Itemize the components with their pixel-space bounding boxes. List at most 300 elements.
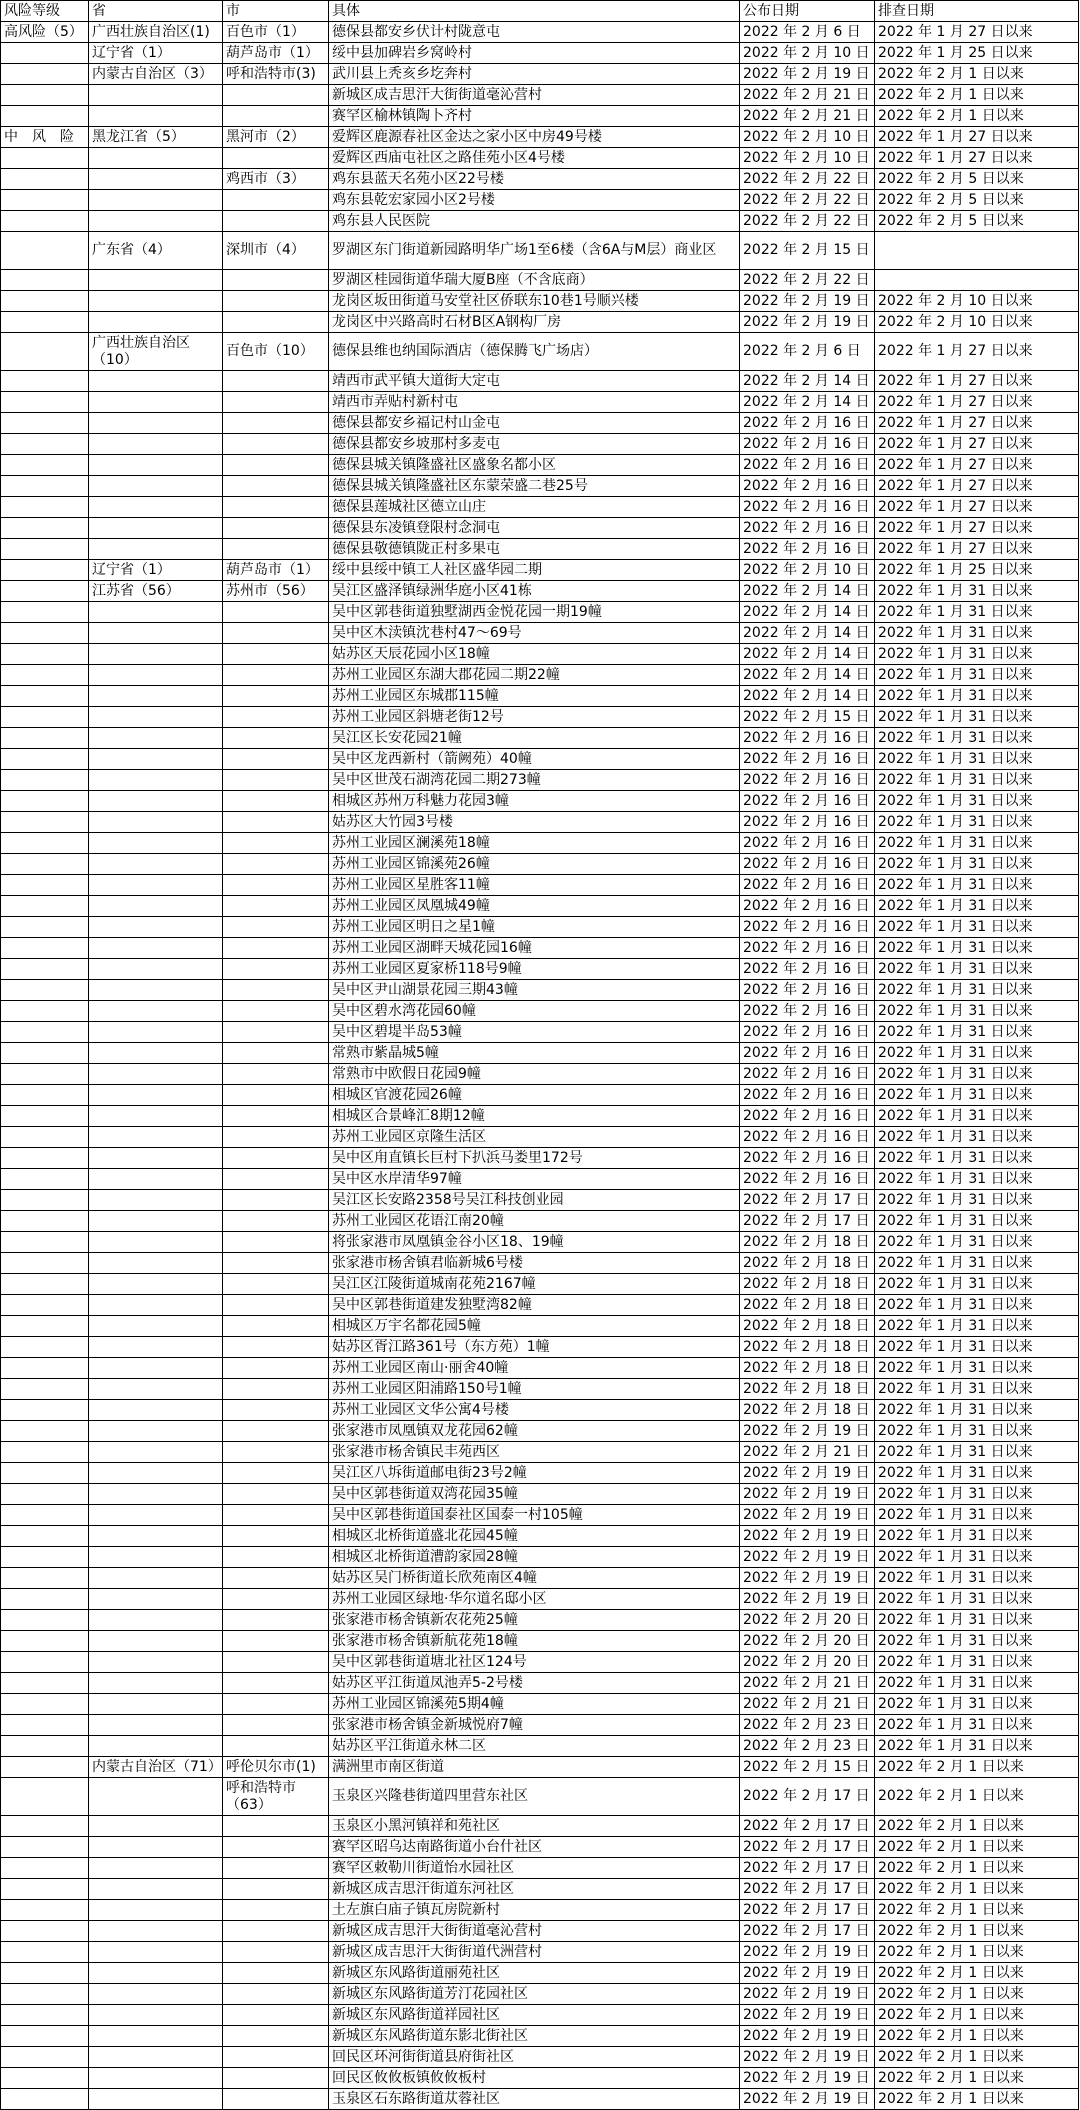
header-location: 具体 (329, 1, 740, 22)
table-row (1, 1694, 1079, 1715)
cell-province: 辽宁省（1） (89, 560, 223, 581)
table-row (1, 2068, 1079, 2089)
cell-check-date: 2022 年 1 月 27 日以来 (875, 497, 1079, 518)
cell-city (223, 1337, 329, 1358)
cell-city (223, 1694, 329, 1715)
cell-province (89, 1127, 223, 1148)
cell-location: 苏州工业园区湖畔天城花园16幢 (329, 938, 740, 959)
cell-location: 德保县都安乡福记村山金屯 (329, 413, 740, 434)
table-row (1, 413, 1079, 434)
cell-risk-level (1, 455, 89, 476)
cell-risk-level (1, 333, 89, 371)
cell-check-date: 2022 年 1 月 31 日以来 (875, 896, 1079, 917)
cell-province (89, 1274, 223, 1295)
table-row (1, 2089, 1079, 2110)
cell-location: 德保县都安乡坡那村多麦屯 (329, 434, 740, 455)
cell-city: 黑河市（2） (223, 127, 329, 148)
cell-check-date (875, 232, 1079, 270)
cell-risk-level (1, 2005, 89, 2026)
cell-check-date: 2022 年 2 月 5 日以来 (875, 169, 1079, 190)
cell-city (223, 476, 329, 497)
cell-check-date: 2022 年 1 月 31 日以来 (875, 1400, 1079, 1421)
cell-check-date: 2022 年 1 月 31 日以来 (875, 1190, 1079, 1211)
cell-publish-date: 2022 年 2 月 22 日 (740, 169, 875, 190)
cell-location: 玉泉区兴隆巷街道四里营东社区 (329, 1778, 740, 1816)
cell-check-date: 2022 年 1 月 27 日以来 (875, 392, 1079, 413)
cell-risk-level (1, 980, 89, 1001)
cell-risk-level: 高风险（5） (1, 22, 89, 43)
cell-city (223, 1505, 329, 1526)
cell-check-date: 2022 年 1 月 31 日以来 (875, 1127, 1079, 1148)
cell-check-date: 2022 年 2 月 1 日以来 (875, 1757, 1079, 1778)
cell-check-date: 2022 年 1 月 31 日以来 (875, 1253, 1079, 1274)
cell-risk-level (1, 371, 89, 392)
table-row (1, 1274, 1079, 1295)
cell-city (223, 833, 329, 854)
cell-risk-level (1, 392, 89, 413)
table-row (1, 1442, 1079, 1463)
header-risk-level: 风险等级 (1, 1, 89, 22)
cell-publish-date: 2022 年 2 月 16 日 (740, 476, 875, 497)
cell-province (89, 938, 223, 959)
cell-city (223, 812, 329, 833)
cell-publish-date: 2022 年 2 月 14 日 (740, 623, 875, 644)
table-row (1, 728, 1079, 749)
cell-location: 土左旗白庙子镇瓦房院新村 (329, 1900, 740, 1921)
cell-risk-level (1, 560, 89, 581)
cell-check-date: 2022 年 1 月 31 日以来 (875, 959, 1079, 980)
cell-city (223, 1879, 329, 1900)
cell-risk-level (1, 917, 89, 938)
cell-province (89, 1253, 223, 1274)
cell-risk-level (1, 2068, 89, 2089)
cell-location: 吴中区郭巷街道双湾花园35幢 (329, 1484, 740, 1505)
cell-city (223, 1064, 329, 1085)
cell-province (89, 1858, 223, 1879)
cell-check-date: 2022 年 2 月 1 日以来 (875, 106, 1079, 127)
cell-risk-level (1, 211, 89, 232)
cell-location: 吴中区郭巷街道塘北社区124号 (329, 1652, 740, 1673)
cell-city (223, 1169, 329, 1190)
cell-city (223, 917, 329, 938)
cell-publish-date: 2022 年 2 月 20 日 (740, 1631, 875, 1652)
table-row (1, 1631, 1079, 1652)
cell-province (89, 1484, 223, 1505)
cell-check-date: 2022 年 1 月 31 日以来 (875, 1337, 1079, 1358)
cell-province (89, 1316, 223, 1337)
cell-risk-level (1, 1316, 89, 1337)
table-row (1, 148, 1079, 169)
table-row (1, 602, 1079, 623)
cell-check-date: 2022 年 1 月 31 日以来 (875, 980, 1079, 1001)
cell-province (89, 833, 223, 854)
cell-city (223, 896, 329, 917)
cell-city (223, 1148, 329, 1169)
cell-check-date: 2022 年 1 月 31 日以来 (875, 602, 1079, 623)
cell-location: 吴中区尹山湖景花园三期43幢 (329, 980, 740, 1001)
cell-province (89, 1526, 223, 1547)
cell-risk-level (1, 665, 89, 686)
cell-risk-level (1, 1900, 89, 1921)
cell-risk-level (1, 539, 89, 560)
table-row (1, 1316, 1079, 1337)
table-row (1, 22, 1079, 43)
cell-city (223, 707, 329, 728)
cell-risk-level (1, 644, 89, 665)
cell-city (223, 1589, 329, 1610)
table-row (1, 812, 1079, 833)
table-row (1, 1337, 1079, 1358)
table-row (1, 1379, 1079, 1400)
table-row (1, 1837, 1079, 1858)
cell-city (223, 2005, 329, 2026)
cell-location: 赛罕区昭乌达南路街道小台什社区 (329, 1837, 740, 1858)
cell-province (89, 896, 223, 917)
cell-city (223, 1379, 329, 1400)
table-row (1, 1715, 1079, 1736)
cell-check-date: 2022 年 1 月 25 日以来 (875, 43, 1079, 64)
cell-city (223, 1715, 329, 1736)
cell-publish-date: 2022 年 2 月 16 日 (740, 1043, 875, 1064)
cell-province (89, 1942, 223, 1963)
cell-check-date: 2022 年 1 月 31 日以来 (875, 644, 1079, 665)
cell-province (89, 1106, 223, 1127)
cell-check-date: 2022 年 1 月 31 日以来 (875, 1295, 1079, 1316)
cell-city: 呼伦贝尔市(1) (223, 1757, 329, 1778)
cell-location: 相城区北桥街道盛北花园45幢 (329, 1526, 740, 1547)
cell-province (89, 854, 223, 875)
cell-publish-date: 2022 年 2 月 19 日 (740, 1589, 875, 1610)
cell-location: 德保县维也纳国际酒店（德保腾飞广场店） (329, 333, 740, 371)
cell-publish-date: 2022 年 2 月 17 日 (740, 1879, 875, 1900)
cell-city (223, 1526, 329, 1547)
cell-province: 广西壮族自治区(1) (89, 22, 223, 43)
cell-risk-level (1, 875, 89, 896)
cell-location: 吴中区碧水湾花园60幢 (329, 1001, 740, 1022)
cell-city (223, 291, 329, 312)
cell-location: 鸡东县乾宏家园小区2号楼 (329, 190, 740, 211)
cell-risk-level (1, 148, 89, 169)
cell-risk-level (1, 1963, 89, 1984)
table-row (1, 190, 1079, 211)
cell-publish-date: 2022 年 2 月 16 日 (740, 539, 875, 560)
cell-publish-date: 2022 年 2 月 18 日 (740, 1400, 875, 1421)
cell-city (223, 1400, 329, 1421)
cell-city (223, 1127, 329, 1148)
cell-check-date: 2022 年 1 月 31 日以来 (875, 1505, 1079, 1526)
cell-city: 百色市（1） (223, 22, 329, 43)
cell-city (223, 959, 329, 980)
table-row (1, 106, 1079, 127)
cell-location: 苏州工业园区澜溪苑18幢 (329, 833, 740, 854)
table-row (1, 1879, 1079, 1900)
cell-publish-date: 2022 年 2 月 17 日 (740, 1921, 875, 1942)
cell-risk-level (1, 476, 89, 497)
cell-city (223, 1463, 329, 1484)
cell-province (89, 2026, 223, 2047)
cell-risk-level (1, 1358, 89, 1379)
cell-city (223, 1484, 329, 1505)
table-row (1, 169, 1079, 190)
cell-province (89, 1337, 223, 1358)
cell-check-date: 2022 年 1 月 31 日以来 (875, 1148, 1079, 1169)
cell-province: 黑龙江省（5） (89, 127, 223, 148)
table-row (1, 623, 1079, 644)
cell-publish-date: 2022 年 2 月 15 日 (740, 1757, 875, 1778)
cell-province (89, 106, 223, 127)
cell-check-date: 2022 年 1 月 31 日以来 (875, 623, 1079, 644)
table-row (1, 791, 1079, 812)
cell-risk-level (1, 1610, 89, 1631)
cell-publish-date: 2022 年 2 月 16 日 (740, 1127, 875, 1148)
table-row (1, 644, 1079, 665)
cell-location: 苏州工业园区京隆生活区 (329, 1127, 740, 1148)
cell-check-date: 2022 年 1 月 31 日以来 (875, 1085, 1079, 1106)
cell-check-date: 2022 年 1 月 27 日以来 (875, 148, 1079, 169)
cell-check-date: 2022 年 1 月 31 日以来 (875, 1022, 1079, 1043)
cell-publish-date: 2022 年 2 月 22 日 (740, 270, 875, 291)
cell-check-date: 2022 年 1 月 27 日以来 (875, 413, 1079, 434)
cell-publish-date: 2022 年 2 月 16 日 (740, 1001, 875, 1022)
cell-check-date: 2022 年 1 月 31 日以来 (875, 1106, 1079, 1127)
cell-publish-date: 2022 年 2 月 19 日 (740, 1984, 875, 2005)
cell-city (223, 148, 329, 169)
cell-publish-date: 2022 年 2 月 16 日 (740, 896, 875, 917)
cell-publish-date: 2022 年 2 月 19 日 (740, 1942, 875, 1963)
table-row (1, 2005, 1079, 2026)
cell-publish-date: 2022 年 2 月 18 日 (740, 1358, 875, 1379)
cell-risk-level (1, 1484, 89, 1505)
cell-risk-level (1, 518, 89, 539)
cell-city (223, 1358, 329, 1379)
header-row (1, 1, 1079, 22)
cell-city (223, 2068, 329, 2089)
table-row (1, 875, 1079, 896)
cell-risk-level (1, 1652, 89, 1673)
cell-publish-date: 2022 年 2 月 16 日 (740, 854, 875, 875)
cell-check-date: 2022 年 2 月 1 日以来 (875, 1942, 1079, 1963)
cell-publish-date: 2022 年 2 月 22 日 (740, 190, 875, 211)
cell-publish-date: 2022 年 2 月 16 日 (740, 497, 875, 518)
cell-risk-level (1, 1190, 89, 1211)
cell-location: 姑苏区天辰花园小区18幢 (329, 644, 740, 665)
cell-city (223, 791, 329, 812)
cell-location: 新城区成吉思汗大街街道毫沁营村 (329, 85, 740, 106)
cell-city (223, 980, 329, 1001)
cell-check-date: 2022 年 2 月 1 日以来 (875, 1816, 1079, 1837)
table-row (1, 770, 1079, 791)
cell-publish-date: 2022 年 2 月 19 日 (740, 1484, 875, 1505)
cell-location: 新城区成吉思汗大街街道代洲营村 (329, 1942, 740, 1963)
cell-location: 常熟市紫晶城5幢 (329, 1043, 740, 1064)
cell-check-date: 2022 年 2 月 1 日以来 (875, 1879, 1079, 1900)
cell-publish-date: 2022 年 2 月 19 日 (740, 2089, 875, 2110)
table-row (1, 1610, 1079, 1631)
cell-risk-level (1, 1379, 89, 1400)
cell-province (89, 148, 223, 169)
cell-publish-date: 2022 年 2 月 10 日 (740, 127, 875, 148)
cell-risk-level (1, 64, 89, 85)
cell-publish-date: 2022 年 2 月 21 日 (740, 1442, 875, 1463)
cell-publish-date: 2022 年 2 月 16 日 (740, 938, 875, 959)
cell-city (223, 1816, 329, 1837)
cell-risk-level (1, 434, 89, 455)
cell-publish-date: 2022 年 2 月 19 日 (740, 1963, 875, 1984)
cell-city (223, 1022, 329, 1043)
cell-check-date: 2022 年 1 月 31 日以来 (875, 1610, 1079, 1631)
cell-risk-level (1, 1694, 89, 1715)
cell-risk-level (1, 1337, 89, 1358)
cell-publish-date: 2022 年 2 月 16 日 (740, 1085, 875, 1106)
table-row (1, 1127, 1079, 1148)
cell-province (89, 644, 223, 665)
cell-province (89, 686, 223, 707)
cell-location: 姑苏区平江街道凤池弄5-2号楼 (329, 1673, 740, 1694)
table-row (1, 980, 1079, 1001)
table-row (1, 1232, 1079, 1253)
table-row (1, 127, 1079, 148)
table-row (1, 434, 1079, 455)
cell-check-date: 2022 年 1 月 31 日以来 (875, 1211, 1079, 1232)
cell-check-date: 2022 年 1 月 31 日以来 (875, 581, 1079, 602)
cell-location: 龙岗区中兴路高时石材B区A钢构厂房 (329, 312, 740, 333)
cell-risk-level (1, 2047, 89, 2068)
cell-risk-level (1, 1568, 89, 1589)
cell-province (89, 2047, 223, 2068)
cell-location: 鸡东县人民医院 (329, 211, 740, 232)
cell-city (223, 1106, 329, 1127)
cell-location: 常熟市中欧假日花园9幢 (329, 1064, 740, 1085)
cell-city (223, 1295, 329, 1316)
cell-location: 相城区合景峰汇8期12幢 (329, 1106, 740, 1127)
cell-check-date: 2022 年 1 月 31 日以来 (875, 1694, 1079, 1715)
cell-check-date (875, 270, 1079, 291)
cell-province (89, 1232, 223, 1253)
cell-risk-level (1, 497, 89, 518)
cell-check-date: 2022 年 1 月 31 日以来 (875, 770, 1079, 791)
cell-province (89, 270, 223, 291)
cell-city (223, 875, 329, 896)
cell-check-date: 2022 年 2 月 1 日以来 (875, 2089, 1079, 2110)
cell-city (223, 1921, 329, 1942)
cell-publish-date: 2022 年 2 月 19 日 (740, 1505, 875, 1526)
cell-location: 绥中县绥中镇工人社区盛华园二期 (329, 560, 740, 581)
cell-check-date: 2022 年 2 月 1 日以来 (875, 1984, 1079, 2005)
table-row (1, 1984, 1079, 2005)
cell-city (223, 1043, 329, 1064)
cell-location: 苏州工业园区明日之星1幢 (329, 917, 740, 938)
cell-location: 吴江区长安路2358号吴江科技创业园 (329, 1190, 740, 1211)
table-row (1, 1568, 1079, 1589)
cell-location: 姑苏区大竹园3号楼 (329, 812, 740, 833)
cell-province (89, 665, 223, 686)
cell-check-date: 2022 年 2 月 5 日以来 (875, 190, 1079, 211)
cell-publish-date: 2022 年 2 月 15 日 (740, 232, 875, 270)
cell-city (223, 1421, 329, 1442)
cell-publish-date: 2022 年 2 月 18 日 (740, 1316, 875, 1337)
cell-check-date: 2022 年 1 月 31 日以来 (875, 1715, 1079, 1736)
cell-check-date: 2022 年 1 月 31 日以来 (875, 1568, 1079, 1589)
cell-city (223, 497, 329, 518)
cell-location: 罗湖区桂园街道华瑞大厦B座（不含底商） (329, 270, 740, 291)
cell-publish-date: 2022 年 2 月 23 日 (740, 1715, 875, 1736)
cell-risk-level (1, 791, 89, 812)
cell-location: 绥中县加碑岩乡窝岭村 (329, 43, 740, 64)
cell-location: 靖西市弄贴村新村屯 (329, 392, 740, 413)
cell-city (223, 749, 329, 770)
cell-location: 吴中区世茂石湖湾花园二期273幢 (329, 770, 740, 791)
cell-check-date: 2022 年 2 月 10 日以来 (875, 291, 1079, 312)
cell-location: 苏州工业园区凤凰城49幢 (329, 896, 740, 917)
cell-risk-level (1, 812, 89, 833)
cell-publish-date: 2022 年 2 月 16 日 (740, 875, 875, 896)
cell-risk-level (1, 1589, 89, 1610)
cell-location: 张家港市杨舍镇新农花苑25幢 (329, 1610, 740, 1631)
cell-province (89, 312, 223, 333)
cell-location: 德保县东凌镇登限村念洞屯 (329, 518, 740, 539)
cell-risk-level (1, 938, 89, 959)
cell-publish-date: 2022 年 2 月 19 日 (740, 1547, 875, 1568)
cell-location: 玉泉区小黑河镇祥和苑社区 (329, 1816, 740, 1837)
cell-publish-date: 2022 年 2 月 17 日 (740, 1858, 875, 1879)
cell-city: 鸡西市（3） (223, 169, 329, 190)
cell-location: 相城区北桥街道漕韵家园28幢 (329, 1547, 740, 1568)
cell-city (223, 413, 329, 434)
cell-check-date: 2022 年 1 月 27 日以来 (875, 476, 1079, 497)
cell-city (223, 392, 329, 413)
cell-province (89, 434, 223, 455)
cell-city (223, 665, 329, 686)
table-row (1, 1900, 1079, 1921)
cell-check-date: 2022 年 1 月 31 日以来 (875, 1421, 1079, 1442)
cell-publish-date: 2022 年 2 月 16 日 (740, 434, 875, 455)
cell-location: 吴中区碧堤半岛53幢 (329, 1022, 740, 1043)
cell-province (89, 1652, 223, 1673)
cell-check-date: 2022 年 1 月 31 日以来 (875, 1673, 1079, 1694)
cell-check-date: 2022 年 1 月 31 日以来 (875, 812, 1079, 833)
table-row (1, 455, 1079, 476)
cell-risk-level (1, 1631, 89, 1652)
cell-province (89, 85, 223, 106)
cell-city (223, 518, 329, 539)
cell-province (89, 2068, 223, 2089)
cell-city (223, 1837, 329, 1858)
cell-province (89, 392, 223, 413)
cell-province (89, 791, 223, 812)
cell-check-date: 2022 年 2 月 1 日以来 (875, 64, 1079, 85)
cell-risk-level (1, 1442, 89, 1463)
cell-city (223, 1253, 329, 1274)
cell-risk-level (1, 2026, 89, 2047)
table-row (1, 1400, 1079, 1421)
cell-risk-level (1, 1778, 89, 1816)
cell-publish-date: 2022 年 2 月 14 日 (740, 371, 875, 392)
cell-publish-date: 2022 年 2 月 21 日 (740, 1673, 875, 1694)
cell-province (89, 169, 223, 190)
cell-city (223, 2089, 329, 2110)
cell-check-date: 2022 年 2 月 1 日以来 (875, 2026, 1079, 2047)
cell-check-date: 2022 年 1 月 31 日以来 (875, 1442, 1079, 1463)
table-row (1, 1022, 1079, 1043)
cell-publish-date: 2022 年 2 月 23 日 (740, 1736, 875, 1757)
cell-province (89, 1568, 223, 1589)
table-row (1, 1169, 1079, 1190)
cell-province (89, 1400, 223, 1421)
cell-location: 苏州工业园区南山·丽舍40幢 (329, 1358, 740, 1379)
table-row (1, 833, 1079, 854)
cell-publish-date: 2022 年 2 月 18 日 (740, 1253, 875, 1274)
cell-check-date: 2022 年 2 月 1 日以来 (875, 2047, 1079, 2068)
